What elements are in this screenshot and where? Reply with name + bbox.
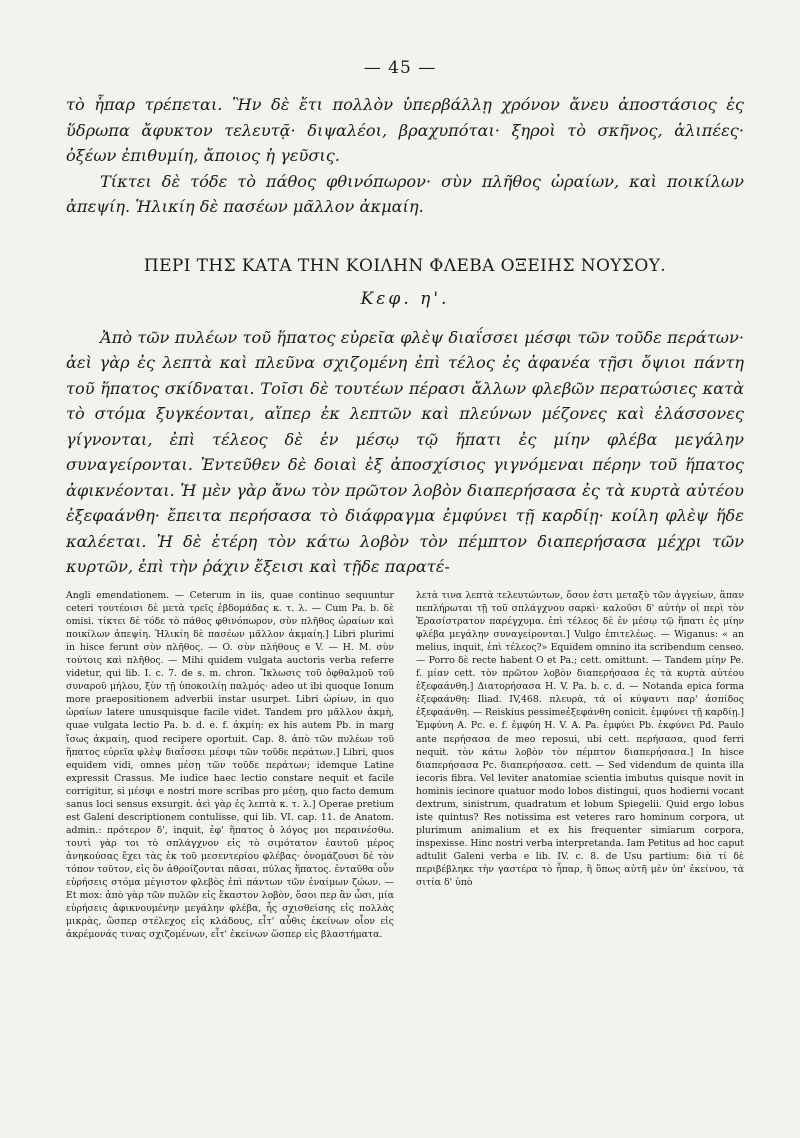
footnotes-left-column	[66, 589, 394, 941]
footnotes	[66, 589, 744, 941]
intro-paragraph: τὸ ἧπαρ τρέπεται. Ἢν δὲ ἔτι πολλὸν ὑπερβάλλῃ χρόνον ἄνευ ἀποστάσιος ἐς ὕδρωπα ἄφυκτον τελευτᾷ· διψαλέοι, βραχυπόται· ξηροὶ τὸ σκῆνος, ἁλιπέες· ὀξέων ἐπιθυμίη, ἄποιος ἡ γεῦσις.	[66, 95, 744, 165]
section-heading: ΠΕΡΙ ΤΗΣ ΚΑΤΑ ΤΗΝ ΚΟΙΛΗΝ ΦΛΕΒΑ ΟΞΕΙΗΣ ΝΟΥΣΟΥ.	[143, 255, 667, 276]
footnotes-right-column	[416, 589, 744, 941]
chapter-label: Κεφ. η'.	[360, 289, 450, 309]
page-number: — 45 —	[363, 58, 437, 78]
main-text	[66, 92, 744, 580]
chapter-paragraph: Ἀπὸ τῶν πυλέων τοῦ ἥπατος εὐρεῖα φλὲψ διαΐσσει μέσφι τῶν τοῦδε περάτων· ἀεὶ γὰρ ἐς λεπτὰ καὶ πλεῦνα σχιζομένη ἐπὶ τέλος ἐς ἀφανέα τῇσι ὄψιοι πάντη τοῦ ἥπατος σκίδναται. Τοῖσι δὲ τουτέων πέρασι ἄλλων φλεβῶν περατώσιες κατὰ τὸ στόμα ξυγκέονται, αἵπερ ἐκ λεπτῶν καὶ πλεύνων μέζονες καὶ ἐλάσσονες γίγνονται, ἐπὶ τέλεος δὲ ἐν μέσῳ τῷ ἥπατι ἐς μίην φλέβα μεγάλην συναγείρονται. Ἐντεῦθεν δὲ δοιαὶ ἐξ ἀποσχίσιος γιγνόμεναι πέρην τοῦ ἥπατος ἀφικνέονται. Ἡ μὲν γὰρ ἄνω τὸν πρῶτον λοβὸν διαπερήσασα ἐς τὰ κυρτὰ αὐτέου ἐξεφαάνθη· ἔπειτα περήσασα τὸ διάφραγμα ἐμφύνει τῇ καρδίῃ· κοίλη φλὲψ ἥδε καλέεται. Ἡ δὲ ἑτέρη τὸν κάτω λοβὸν τὸν πέμπτον διαπερήσασα μέχρι τῶν κυρτῶν, ἐπὶ τὴν ῥάχιν ἔξεισι καὶ τῇδε παρατέ-	[66, 327, 744, 576]
footnote-text-left: Angli emendationem. — Ceterum in iis, quae continuo sequuntur ceteri τουτέοισι δὲ μετὰ τρεῖς ἑβδομάδας κ. τ. λ. — Cum Pa. b. δὲ omisi. τίκτει δὲ τόδε τὸ πάθος φθινόπωρον, σὺν πλῆθος ὡραίων καὶ ποικίλων ἀπεψίη. Ἡλικίη δὲ πασέων μᾶλλον ἀκμαίη.] Libri plurimi in hisce ferunt σὺν πλῆθος. — O. σὺν πλήθους e V. — H. M. σὺν τούτοις καὶ πλῆθος. — Mihi quidem vulgata auctoris verba referre videtur, qui lib. I. c. 7. de s. m. chron. Ἴκλωσις τοῦ ὀφθαλμοῦ τοῦ συναροῦ μήλου, ξὺν τῇ ὑποκοιλίῃ παλμός· adeo ut ibi quoque Ionum more praepositionem adverbii instar usurpet. Libri ὡρίων, in quo ὡραίων latere unusquisque facile videt. Tandem pro μᾶλλον ἀκμὴ, quae vulgata lectio Pa. b. d. e. f. ἀκμίη: ex his autem Pb. in marg ἴσως ἀκμαίη, quod recipere oportuit. Cap. 8. ἀπὸ τῶν πυλέων τοῦ ἥπατος εὐρεῖα φλὲψ διαΐσσει μέσφι τῶν τοῦδε περάτων.] Libri, quos equidem vidi, omnes μέσῃ τῶν τοῦδε περάτων; idemque Latine expressit Crassus. Me iudice haec lectio constare nequit et facile corrigitur, si μέσφι e nostri more scribas pro μέσῃ, quo facto demum sanus loci sensus exsurgit. ἀεὶ γὰρ ἐς λεπτὰ κ. τ. λ.] Operae pretium est Galeni descriptionem contulisse, qui lib. VI. cap. 11. de Anatom. admin.: πρότερον δ', inquit, ἐφ' ἥπατος ὁ λόγος μοι περαινέσθω. τουτὶ γὰρ τοι τὸ σπλάγχνον εἰς τὸ σιμότατον ἑαυτοῦ μέρος ἀνηκούσας ἔχει τὰς ἐκ τοῦ μεσεντερίου φλέβας· ὀνομάζουσι δὲ τὸν τόπον τοῦτον, εἰς ὃν ἀθροίζονται πᾶσαι, πύλας ἥπατος. ἐνταῦθα οὖν εὑρήσεις στόμα μέγιστον φλεβὸς ἐπὶ πάντων τῶν ἐναίμων ζώων. — Et mox: ἀπὸ γὰρ τῶν πυλῶν εἰς ἕκαστον λοβὸν, ὅσοι περ ἂν ὦσι, μία εὑρήσεις ἀφικνουμένην μεγάλην φλέβα, ἧς σχισθείσης εἰς πολλὰς μικρὰς, ὥσπερ στέλεχος εἰς κλάδους, εἶτ' αὖθις ἐκείνων οἷον εἰς ἀκρέμονάς τινας σχιζομένων, εἶτ' ἐκείνων ὥσπερ εἰς βλαστήματα.	[66, 590, 394, 941]
footnote-text-right: λετὰ τινα λεπτὰ τελευτώντων, ὅσον ἐστι μεταξὺ τῶν ἀγγείων, ἅπαν πεπλήρωται τῇ τοῦ σπλάγχνου σαρκὶ· καλοῦσι δ' αὐτὴν οἱ περὶ τὸν Ἐρασίστρατον παρέγχυμα. ἐπὶ τέλεος δὲ ἐν μέσῳ τῷ ἥπατι ἐς μίην φλέβα μεγάλην συναγείρονται.] Vulgo ἐπιτελέως. — Wiganus: « an melius, inquit, ἐπὶ τέλεος?» Equidem omnino ita scribendum censeo. — Porro δὲ recte habent O et Pa.; cett. omittunt. — Tandem μίην Pe. f. μίαν cett. τὸν πρῶτον λοβὸν διαπερήσασα ἐς τὰ κυρτὰ αὐτέου ἐξεφαάνθη.] Διατορήσασα H. V. Pa. b. c. d. — Notanda epica forma ἐξεφαάνθη: Iliad. IV,468. πλευρὰ, τά οἱ κύψαντι παρ' ἀσπίδος ἐξεφαάνθη. — Reiskius pessimeἐξεφάνθη conicit. ἐμφύνει τῇ καρδίῃ.] Ἐμφύνη A. Pc. e. f. ἐμφύη H. V. A. Pa. ἐμφύει Pb. ἐκφύνει Pd. Paulo ante περήσασα de meo reposui, ubi cett. περήσασα, quod ferri nequit. τὸν κάτω λοβὸν τὸν πέμπτον διαπερήσασα.] In hisce διαπερήσασα Pc. διαπερήσασα. cett. — Sed videndum de quinta illa iecoris fibra. Vel leviter anatomiae scientia imbutus quisque novit in hominis iecinore quatuor modo lobos distingui, quos hodierni vocant dextrum, sinistrum, quadratum et lobum Spiegelii. Quid ergo lobus iste quintus? Res notissima est veteres raro hominum corpora, ut plurimum animalium et ex his frequenter simiarum corpora, inspexisse. Hinc nostri verba interpretanda. Iam Petitus ad hoc caput adtulit Galeni verba e lib. IV. c. 8. de Usu partium: διὰ τί δὲ περιβέβληκε τὴν γαστέρα τὸ ἧπαρ, ἢ ὅπως αὐτῆ μὲν ὑπ' ἐκείνου, τὰ σιτία δ' ὑπὸ	[416, 590, 745, 889]
intro-paragraph-2: Τίκτει δὲ τόδε τὸ πάθος φθινόπωρον· σὺν πλῆθος ὡραίων, καὶ ποικίλων ἀπεψίη. Ἡλικίη δὲ πασέων μᾶλλον ἀκμαίη.	[66, 171, 744, 216]
